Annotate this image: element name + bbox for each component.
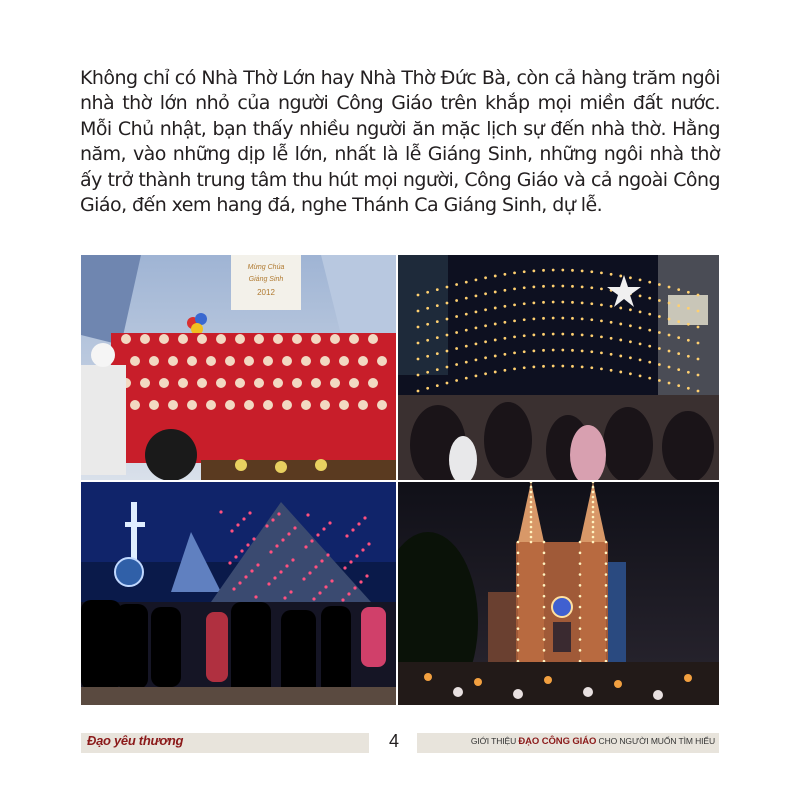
banner-year: 2012 (257, 288, 275, 297)
photo-nativity-crowd (81, 482, 396, 705)
tagline-post: CHO NGƯỜI MUỐN TÌM HIỂU (596, 736, 715, 746)
footer-tagline (471, 736, 715, 747)
page-footer (81, 730, 719, 756)
tagline-strong: ĐẠO CÔNG GIÁO (518, 736, 597, 747)
body-paragraph: Không chỉ có Nhà Thờ Lớn hay Nhà Thờ Đức Bà, còn cả hàng trăm ngôi nhà thờ lớn nhỏ của người Công Giáo trên khắp mọi miền đất nước. Mỗi Chủ nhật, bạn thấy nhiều người ăn mặc lịch sự đến nhà thờ. Hằng năm, vào những dịp lễ lớn, nhất là lễ Giáng Sinh, những ngôi nhà thờ ấy trở thành trung tâm thu hút mọi người, Công Giáo và cả ngoài Công Giáo, đến xem hang đá, nghe Thánh Ca Giáng Sinh, dự lễ. (80, 67, 720, 217)
tagline-pre: GIỚI THIỆU (470, 736, 519, 746)
footer-brand: Đạo yêu thương (87, 733, 184, 748)
banner-line1: Mừng Chúa (247, 264, 285, 271)
banner-line2: Giáng Sinh (248, 276, 284, 283)
photo-choir (81, 255, 396, 480)
photo-grid (81, 255, 719, 705)
photo-cathedral (398, 482, 719, 705)
page-number: 4 (388, 731, 399, 751)
photo-street-lights (398, 255, 719, 480)
